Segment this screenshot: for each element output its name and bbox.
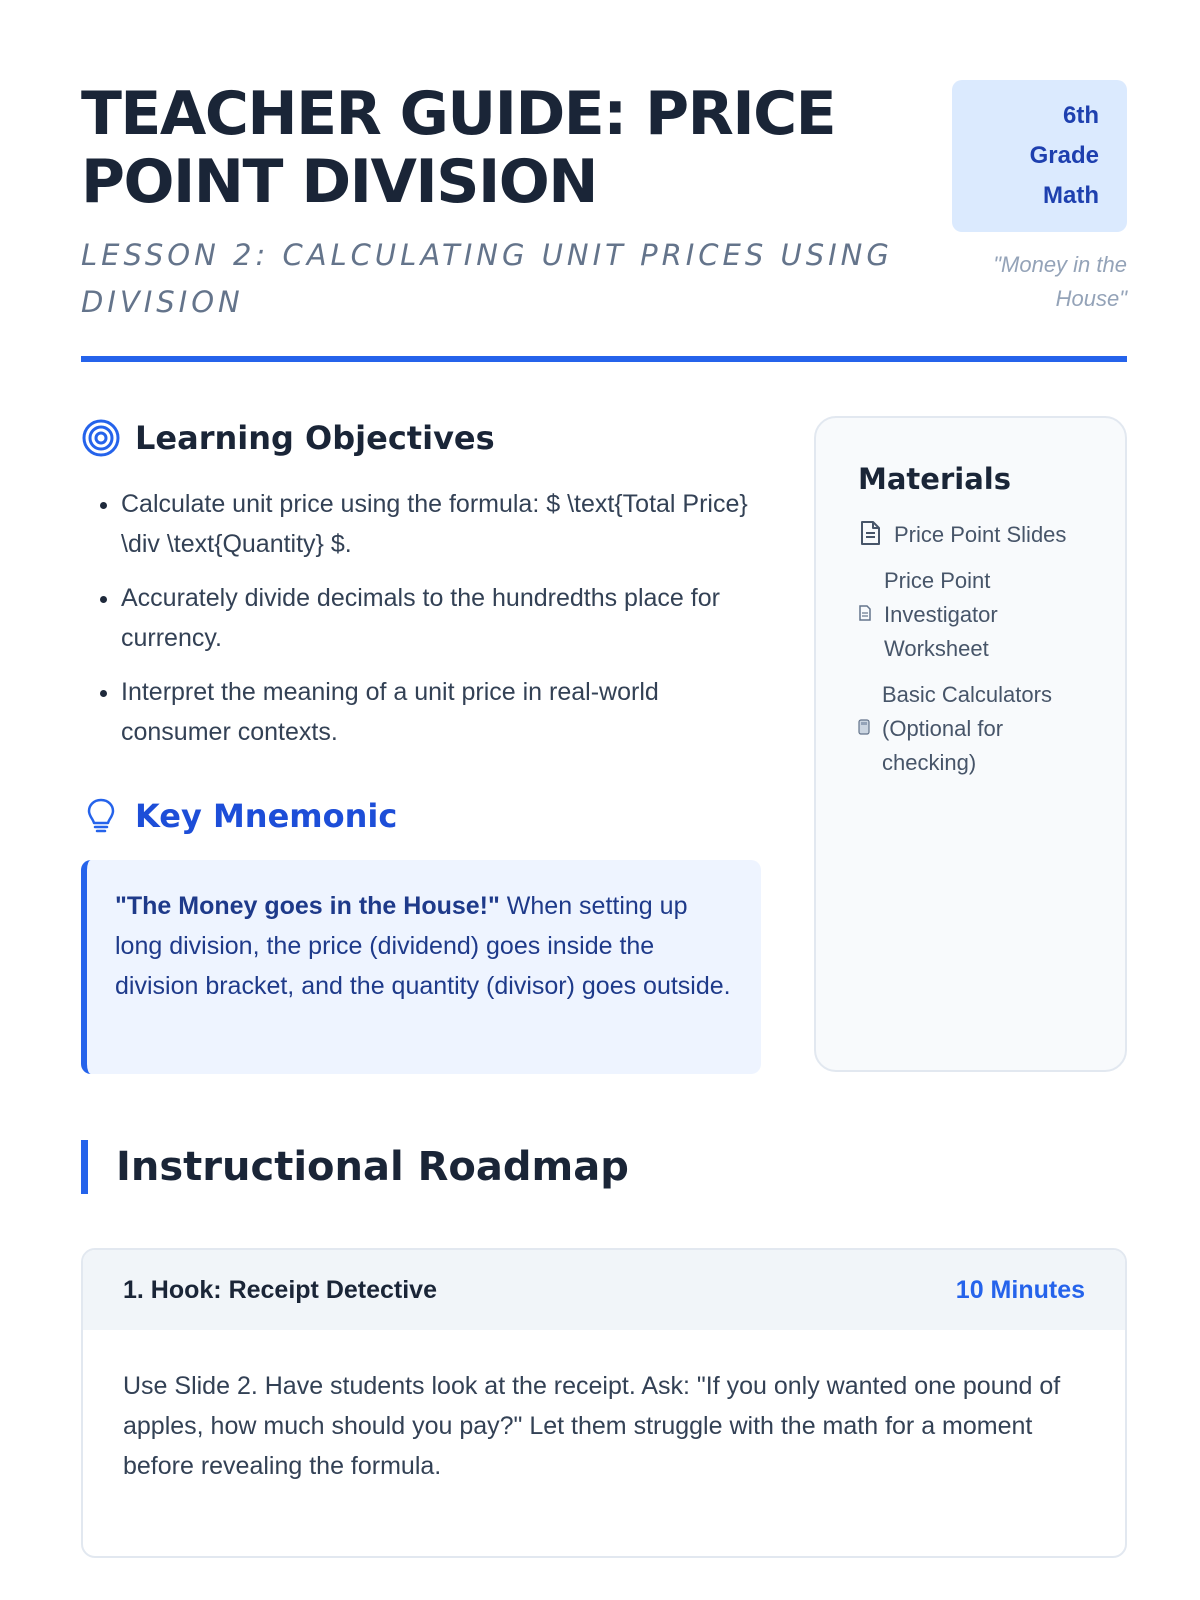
material-label: Price Point Investigator Worksheet [884, 568, 998, 661]
material-label: Price Point Slides [894, 522, 1067, 547]
grade-badge [952, 80, 1127, 232]
objectives-list [81, 484, 761, 752]
key-mnemonic-section [81, 796, 397, 836]
grade-badge-line: Math [1043, 182, 1099, 209]
material-item [858, 678, 1087, 780]
page-title: TEACHER GUIDE: PRICE POINT DIVISION [81, 79, 836, 217]
objectives-heading [81, 418, 761, 458]
learning-objectives-section [81, 418, 761, 766]
lesson-subtitle: LESSON 2: CALCULATING UNIT PRICES USING DIVISION [81, 238, 893, 319]
header-divider [81, 356, 1127, 362]
mnemonic-text: When setting up long division, the price (dividend) goes inside the division bracket, and the quantity (divisor) goes outside. [115, 892, 731, 1000]
objective-item: • Accurately divide decimals to the hundredths place for currency. [121, 578, 761, 658]
materials-panel [814, 416, 1127, 1072]
roadmap-step-card [81, 1248, 1127, 1558]
objectives-heading-label: Learning Objectives [135, 419, 495, 457]
material-item [858, 518, 1087, 552]
objective-item: • Interpret the meaning of a unit price in real-world consumer contexts. [121, 672, 761, 752]
mnemonic-emphasis: "The Money goes in the House!" [115, 892, 500, 920]
step-title: 1. Hook: Receipt Detective [123, 1275, 437, 1304]
materials-heading: Materials [858, 462, 1011, 496]
grade-badge-line: 6th [1063, 102, 1099, 129]
document-icon [858, 605, 872, 626]
mnemonic-callout [81, 860, 761, 1074]
material-item [858, 564, 1087, 666]
calculator-icon [858, 719, 870, 740]
step-body: Use Slide 2. Have students look at the receipt. Ask: "If you only wanted one pound of apples, how much should you pay?" Let them struggle with the math for a moment before revealing the formula. [123, 1372, 1061, 1480]
lesson-tagline: "Money in the House" [993, 252, 1127, 311]
mnemonic-heading-label: Key Mnemonic [135, 797, 398, 835]
roadmap-title: Instructional Roadmap [81, 1140, 629, 1194]
document-icon [858, 520, 882, 551]
target-icon [81, 418, 121, 458]
header-meta [947, 80, 1127, 326]
page-header [81, 80, 1127, 326]
material-label: Basic Calculators (Optional for checking) [882, 682, 1052, 775]
objective-item: • Calculate unit price using the formula: $ \text{Total Price} \div \text{Quantity} $. [121, 484, 761, 564]
step-header [83, 1250, 1125, 1330]
lightbulb-icon [81, 796, 121, 836]
mnemonic-heading [81, 796, 397, 836]
title-block [81, 80, 901, 326]
step-duration: 10 Minutes [955, 1275, 1085, 1304]
grade-badge-line: Grade [1029, 142, 1099, 169]
